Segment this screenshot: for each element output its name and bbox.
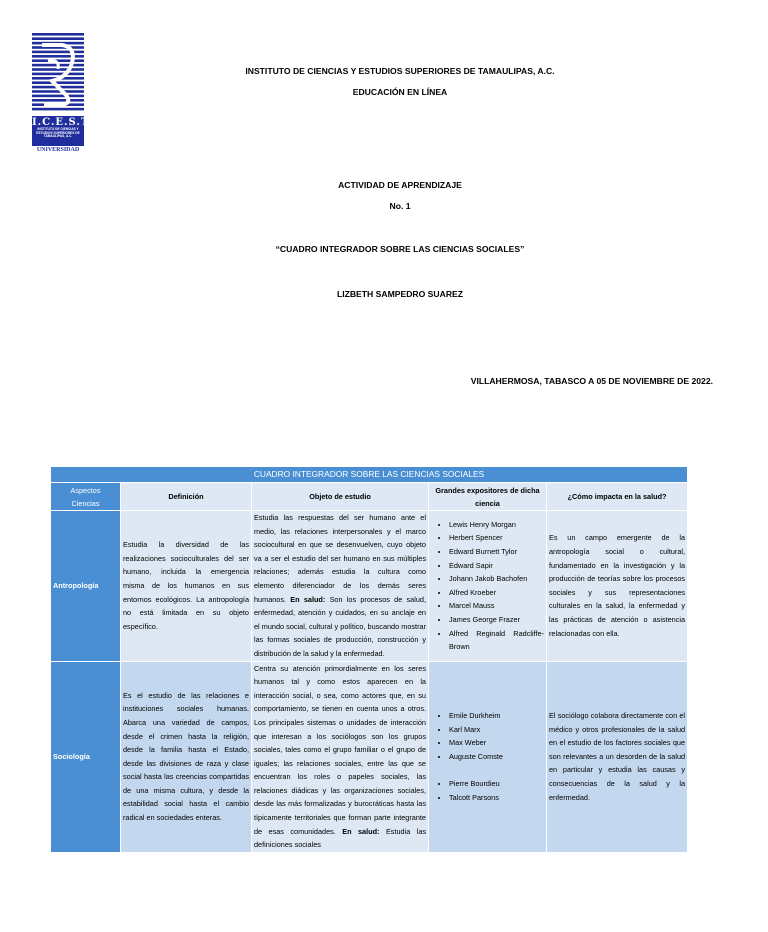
logo-band-text: INSTITUTO DE CIENCIAS Y ESTUDIOS SUPERIORES DE TAMAULIPAS, A.C. (36, 127, 80, 139)
list-item: • Lewis Henry Morgan (449, 518, 544, 532)
list-item: • Max Weber (449, 736, 544, 750)
list-item: • Auguste Comste (449, 750, 544, 764)
list-item: • Pierre Bourdieu (449, 777, 544, 791)
exponents-list (431, 518, 544, 654)
integrator-table (50, 466, 688, 853)
activity-label: ACTIVIDAD DE APRENDIZAJE (338, 180, 462, 190)
logo-abbrev: I.C.E.S.T. (32, 117, 93, 128)
institution-name: INSTITUTO DE CIENCIAS Y ESTUDIOS SUPERIORES DE TAMAULIPAS, A.C. (245, 66, 555, 76)
modality: EDUCACIÓN EN LÍNEA (352, 87, 448, 97)
header-exponents: Grandes expositores de dicha ciencia (429, 483, 547, 511)
header-sciences: Ciencias (71, 498, 100, 508)
health-label: En salud: (290, 594, 326, 604)
list-item: • Emile Durkheim (449, 709, 544, 723)
object-intro: Centra su atención primordialmente en los seres humanos tal y como estos aparecen en la interacción social, o sea, como actores que, en su comportamiento, se tienen en cuenta unos a otros. Los principales sistemas o unidades de interacción que interesan a los sociólogos son los grupos sociales, tales como el grupo familiar o el grupo de iguales; las relaciones sociales, entre las que se encuentran los roles o papeles sociales, las relaciones diádicas y las organizaciones sociales, desde las más formalizadas y burocráticas hasta las típicamente territoriales que forman parte integrante de esas comunidades. (254, 663, 426, 836)
exponents-sociology (429, 661, 547, 852)
impact-sociology: El sociólogo colabora directamente con el médico y otros profesionales de la salud en el estudio de los factores sociales que son relevantes a un desorden de la salud en particular y estudia las causas y consecuencias de la salud y la enfermedad. (547, 661, 688, 852)
header-aspects: Aspectos (70, 485, 101, 495)
row-name-sociology: Sociología (51, 661, 121, 852)
header-impact: ¿Cómo impacta en la salud? (547, 483, 688, 511)
impact-anthropology: Es un campo emergente de la antropología social o cultural, fundamentado en la investigación y la producción de teorías sobre los procesos sociales y sus representaciones culturales en la salud, la enfermedad y las prácticas de atención o asistencia relacionadas con ella. (547, 511, 688, 662)
table-row (51, 661, 688, 852)
document-title: “CUADRO INTEGRADOR SOBRE LAS CIENCIAS SOCIALES” (275, 244, 525, 254)
list-item: • Marcel Mauss (449, 599, 544, 613)
list-item: • Talcott Parsons (449, 791, 544, 805)
object-intro: Estudia las respuestas del ser humano ante el medio, las relaciones interpersonales y el marco sociocultural en que se desenvuelven, cuyo objeto va a ser el estudio del ser humano en sus múltiples relaciones; además estudia la cultura como elemento diferenciador de los demás seres humanos. (254, 513, 426, 604)
exponents-list (431, 777, 544, 804)
activity-number: No. 1 (389, 201, 411, 211)
definition-sociology: Es el estudio de las relaciones e instituciones sociales humanas. Abarca una variedad de campos, desde el crimen hasta la religión, desde la familia hasta el Estado, desde las divisiones de raza y clase social hasta las creencias compartidas de una misma cultura, y desde la estabilidad social hasta el cambio radical en sociedades enteras. (121, 661, 252, 852)
logo-subtitle: UNIVERSIDAD (36, 147, 80, 153)
object-anthropology (252, 511, 429, 662)
table-row (51, 511, 688, 662)
list-item: • Edward Sapir (449, 559, 544, 573)
list-item: • Edward Burnett Tylor (449, 545, 544, 559)
object-sociology (252, 661, 429, 852)
list-item: • James George Frazer (449, 613, 544, 627)
list-item: • Alfred Reginald Radcliffe-Brown (449, 627, 544, 654)
list-item: • Karl Marx (449, 723, 544, 737)
header-definition: Definición (121, 483, 252, 511)
header-aspects-sciences (51, 483, 121, 511)
list-item: • Johann Jakob Bachofen (449, 572, 544, 586)
definition-anthropology: Estudia la diversidad de las realizaciones socioculturales del ser humano, incluida la emergencia misma de los humanos en sus entornos ecológicos. La antropología no está limitada en su objeto específico. (121, 511, 252, 662)
object-health: Estudia las definiciones sociales (254, 826, 427, 850)
list-gap (431, 763, 544, 777)
table-title: CUADRO INTEGRADOR SOBRE LAS CIENCIAS SOCIALES (51, 467, 688, 483)
author-name: LIZBETH SAMPEDRO SUAREZ (336, 289, 464, 299)
list-item: • Alfred Kroeber (449, 586, 544, 600)
object-health: Son los procesos de salud, enfermedad, atención y cuidados, en su anclaje en el mundo social, cultural y político, buscando mostrar las formas sociales de producción, construcción y distribución de la salud y la enfermedad. (254, 594, 426, 658)
logo-band (32, 116, 93, 146)
exponents-anthropology (429, 511, 547, 662)
row-name-anthropology: Antropología (51, 511, 121, 662)
list-item: • Herbert Spencer (449, 531, 544, 545)
header-object: Objeto de estudio (252, 483, 429, 511)
place-date: VILLAHERMOSA, TABASCO A 05 DE NOVIEMBRE DE 2022. (470, 376, 713, 386)
health-label: En salud: (342, 826, 380, 836)
exponents-list (431, 709, 544, 763)
